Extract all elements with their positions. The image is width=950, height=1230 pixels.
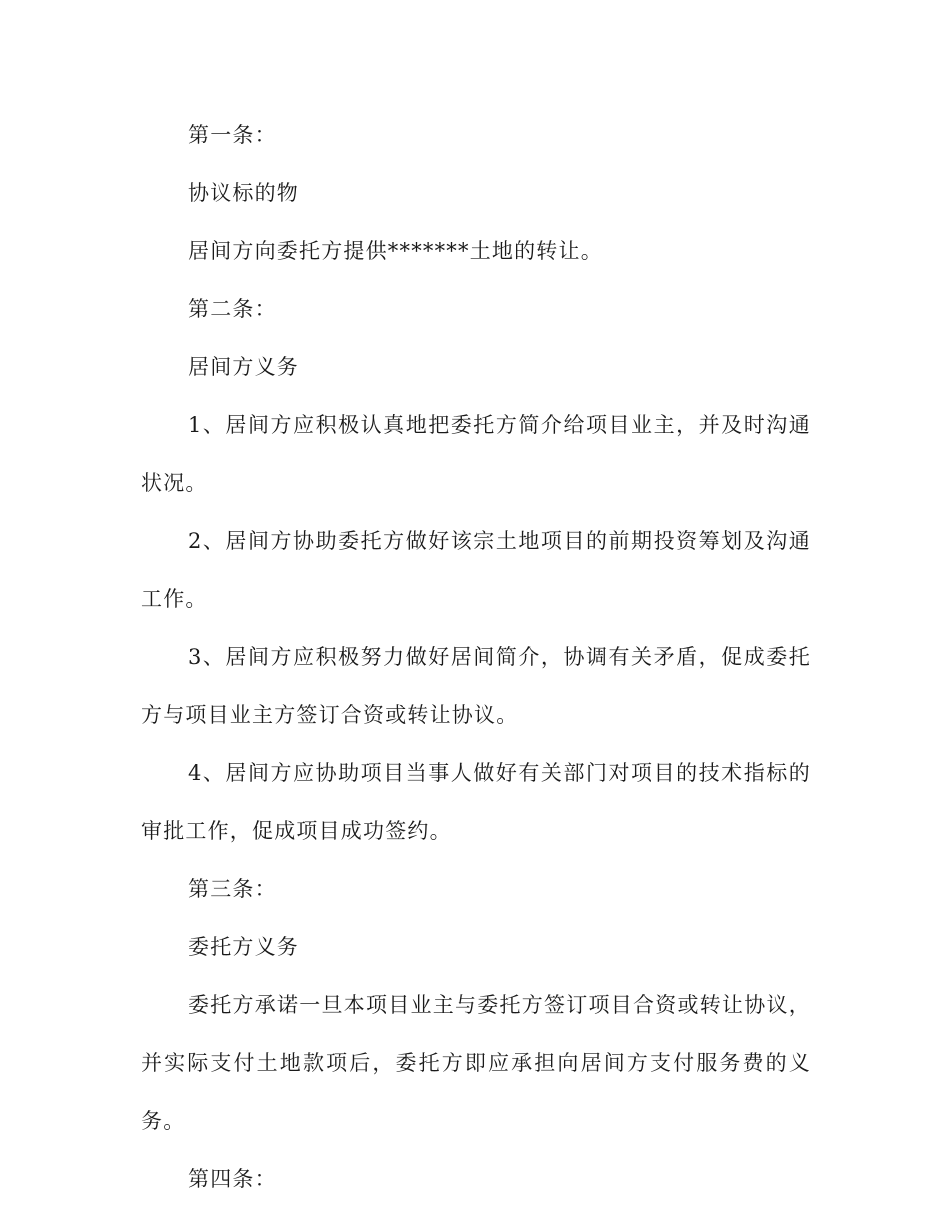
- article-3-title: 委托方义务: [188, 935, 299, 959]
- article-4-heading: 第四条：: [188, 1167, 277, 1191]
- article-1-title: 协议标的物: [188, 181, 299, 205]
- article-2-heading: 第二条：: [188, 297, 277, 321]
- article-2-item-1: 1、居间方应积极认真地把委托方简介给项目业主，并及时沟通状况。: [141, 413, 811, 495]
- article-3-heading: 第三条：: [188, 877, 277, 901]
- article-1-heading: 第一条：: [188, 123, 277, 147]
- document-body: [141, 106, 811, 1208]
- article-2-item-2: 2、居间方协助委托方做好该宗土地项目的前期投资筹划及沟通工作。: [141, 529, 811, 611]
- article-2-item-4: 4、居间方应协助项目当事人做好有关部门对项目的技术指标的审批工作，促成项目成功签约。: [141, 761, 811, 843]
- article-1-text: 居间方向委托方提供*******土地的转让。: [188, 239, 603, 263]
- article-2-item-3: 3、居间方应积极努力做好居间简介，协调有关矛盾，促成委托方与项目业主方签订合资或转让协议。: [141, 645, 811, 727]
- article-2-title: 居间方义务: [188, 355, 299, 379]
- article-3-text: 委托方承诺一旦本项目业主与委托方签订项目合资或转让协议，并实际支付土地款项后，委托方即应承担向居间方支付服务费的义务。: [141, 993, 811, 1133]
